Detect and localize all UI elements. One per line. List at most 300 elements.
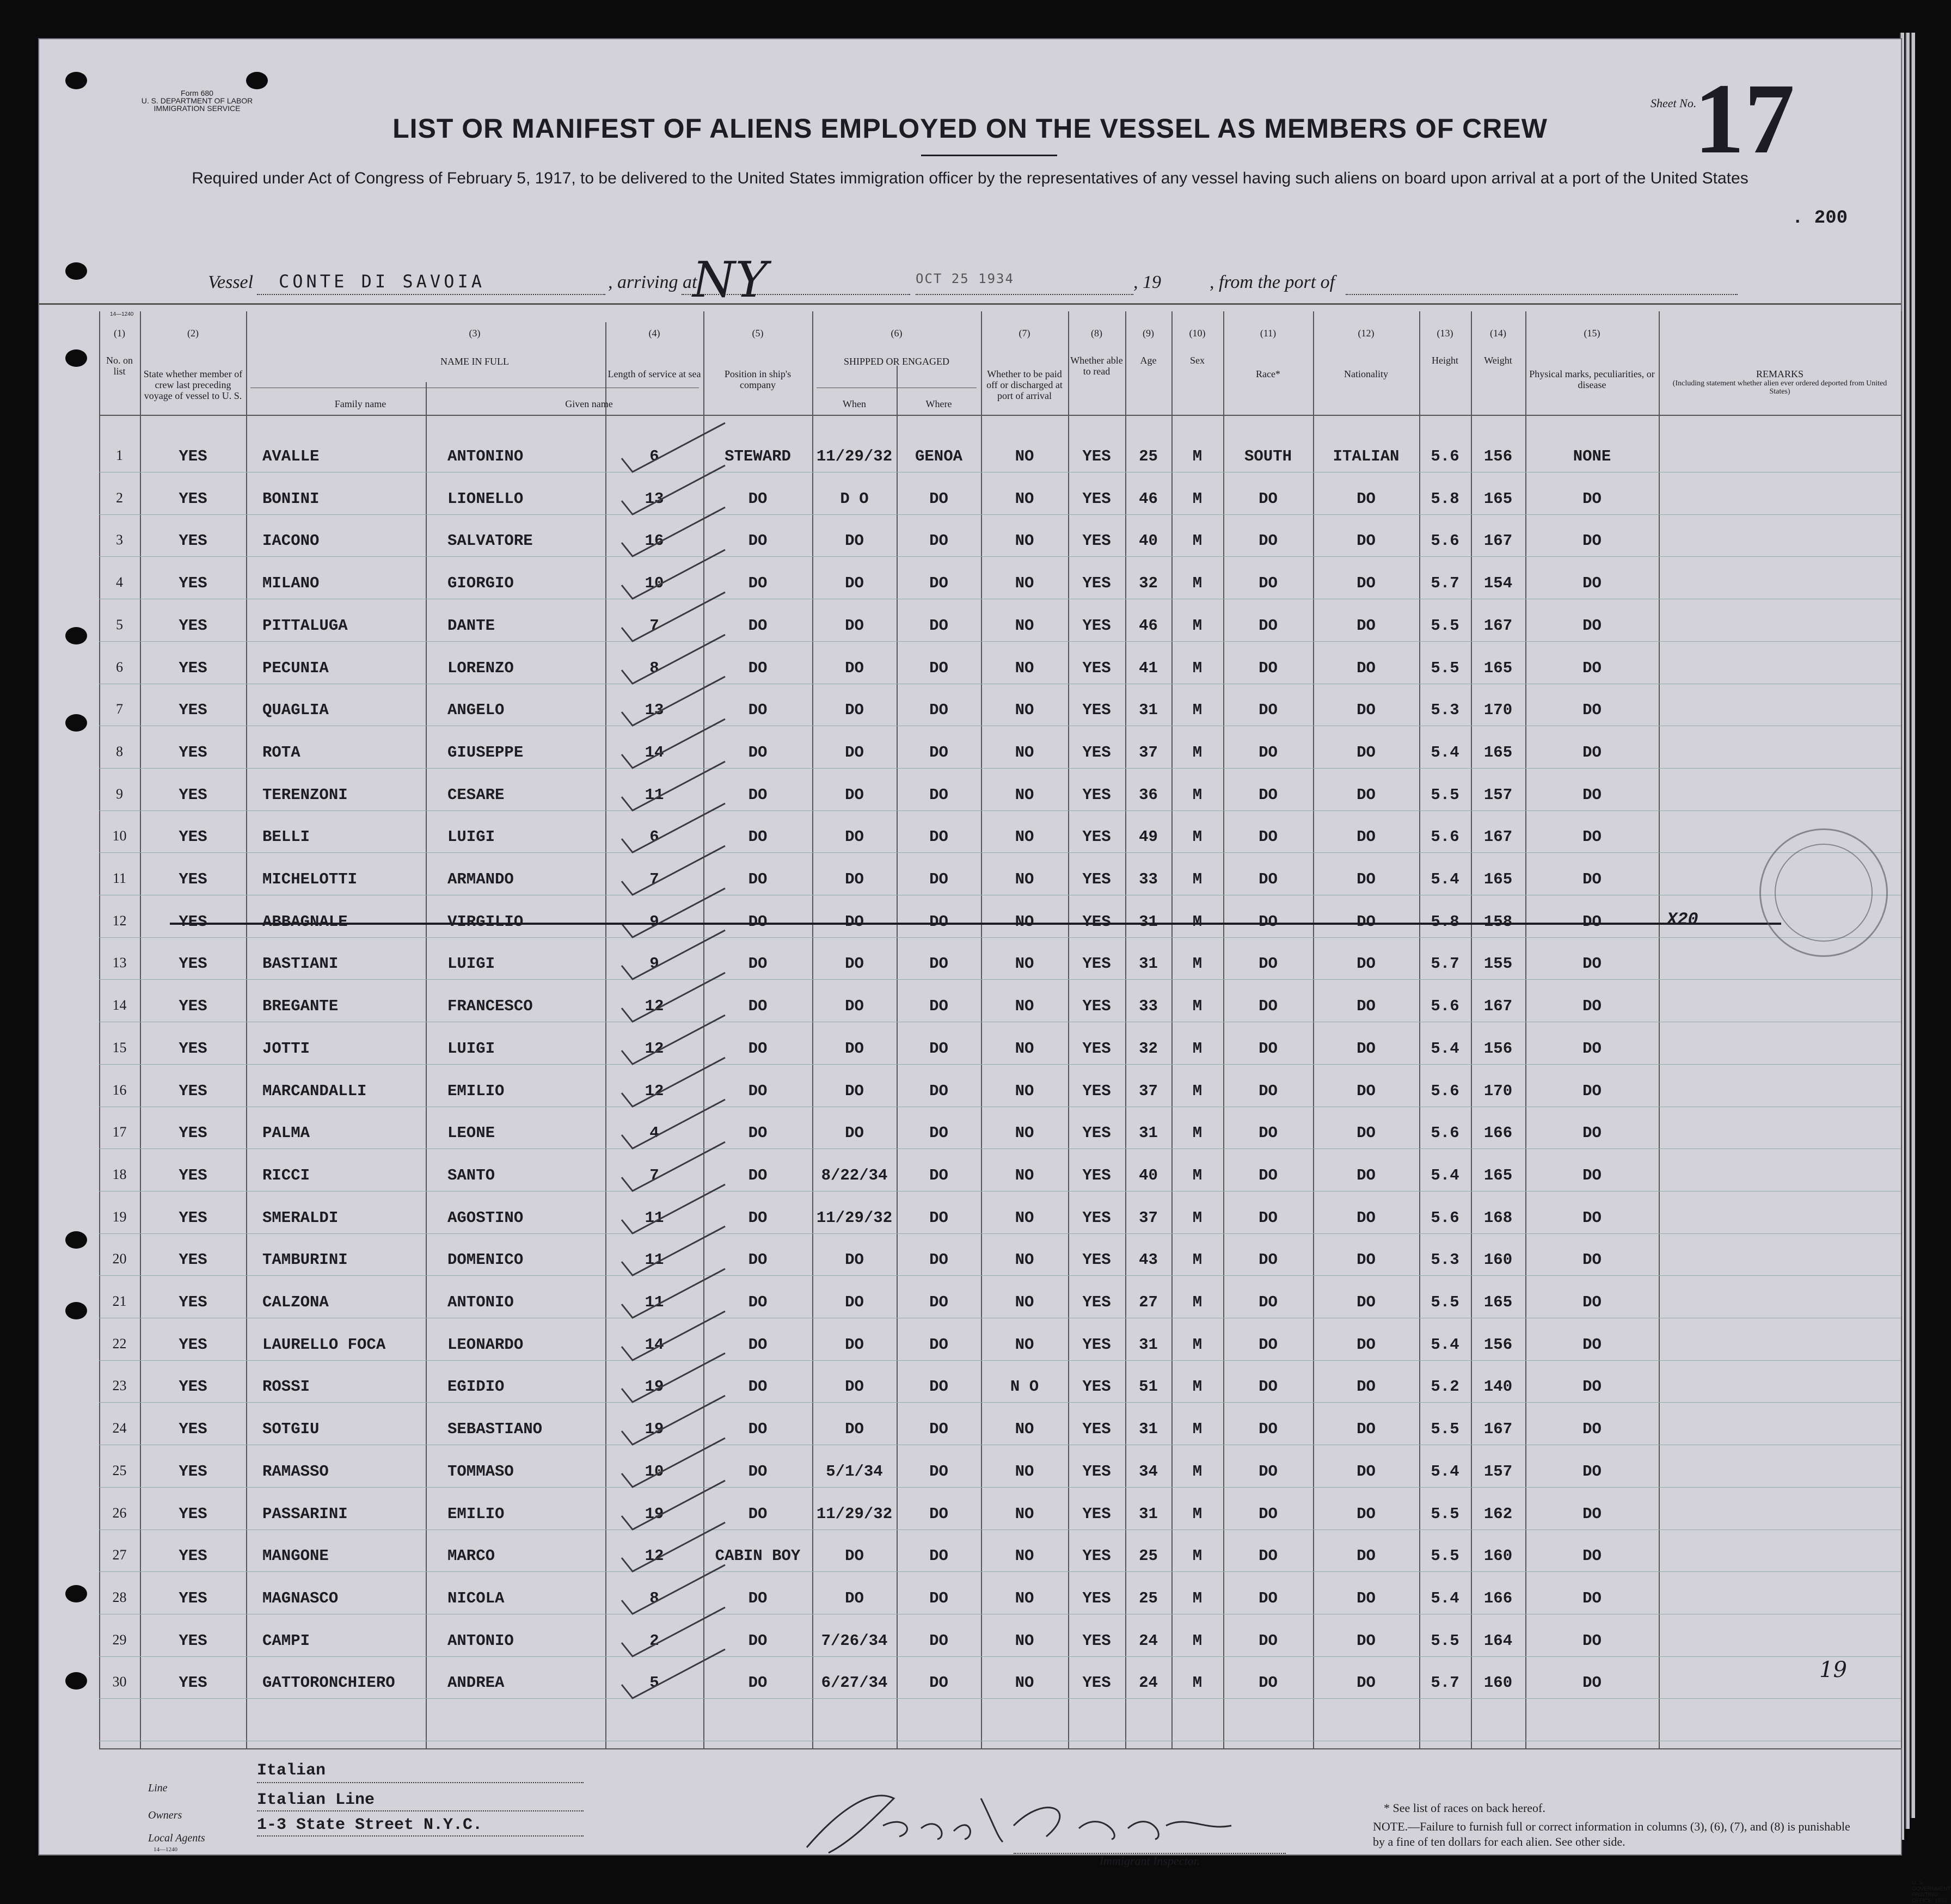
cell-nat: DO (1357, 1378, 1376, 1396)
cell-position: DO (748, 1378, 768, 1396)
cell-paid: NO (1015, 532, 1034, 550)
cell-read: YES (1082, 997, 1111, 1016)
cell-nat: DO (1357, 532, 1376, 550)
cell-marks: DO (1582, 1462, 1602, 1481)
cell-read: YES (1082, 1420, 1111, 1439)
cell-family: JOTTI (262, 1039, 310, 1058)
column-rule (1419, 311, 1420, 1748)
column-header: Position in ship's company (724, 368, 792, 390)
cell-marks: DO (1582, 1378, 1602, 1396)
cell-no: 8 (116, 743, 123, 759)
column-number: (12) (1358, 328, 1375, 339)
cell-read: YES (1082, 532, 1111, 550)
cell-position: DO (748, 997, 768, 1016)
cell-nat: DO (1357, 701, 1376, 720)
cell-marks: DO (1582, 532, 1602, 550)
cell-where: DO (929, 785, 948, 804)
cell-where: GENOA (915, 447, 962, 465)
cell-marks: DO (1582, 1547, 1602, 1565)
cell-height: 5.4 (1431, 1462, 1459, 1481)
cell-family: LAURELLO FOCA (262, 1335, 386, 1354)
cell-service: 8 (649, 1589, 659, 1607)
cell-service: 2 (649, 1631, 659, 1650)
row-rule (99, 768, 1901, 769)
cell-position: DO (748, 1124, 768, 1143)
cell-no: 23 (112, 1378, 127, 1394)
cell-where: DO (929, 1124, 948, 1143)
cell-where: DO (929, 1378, 948, 1396)
cell-position: DO (748, 1462, 768, 1481)
cell-no: 6 (116, 659, 123, 675)
cell-sex: M (1192, 1420, 1202, 1439)
cell-nat: DO (1357, 1293, 1376, 1311)
cell-nat: DO (1357, 785, 1376, 804)
cell-weight: 156 (1483, 1039, 1513, 1058)
cell-marks: DO (1582, 1631, 1602, 1650)
cell-age: 36 (1139, 785, 1158, 804)
punch-hole (65, 349, 87, 367)
cell-service: 11 (645, 1251, 664, 1269)
column-rule (1525, 311, 1526, 1748)
cell-family: BREGANTE (262, 997, 339, 1016)
cell-no: 24 (112, 1420, 127, 1436)
cell-given: LORENZO (447, 659, 514, 677)
cell-when: DO (845, 616, 864, 635)
cell-family: RICCI (262, 1166, 310, 1184)
cell-when: DO (845, 1335, 864, 1354)
row-rule (99, 641, 1901, 642)
cell-when: DO (845, 1124, 864, 1143)
cell-prev: YES (179, 659, 207, 677)
cell-height: 5.8 (1431, 912, 1459, 931)
cell-race: DO (1259, 1293, 1278, 1311)
cell-no: 7 (116, 701, 123, 717)
cell-marks: DO (1582, 997, 1602, 1016)
cell-paid: NO (1015, 997, 1034, 1016)
cell-prev: YES (179, 1674, 207, 1692)
cell-given: LUIGI (447, 1039, 495, 1058)
cell-age: 25 (1139, 447, 1158, 465)
vessel-label: Vessel (208, 272, 254, 292)
cell-where: DO (929, 955, 948, 973)
cell-family: PITTALUGA (262, 616, 348, 635)
cell-marks: DO (1582, 955, 1602, 973)
cell-read: YES (1082, 828, 1111, 846)
cell-service: 8 (649, 659, 659, 677)
cell-race: DO (1259, 701, 1278, 720)
cell-race: DO (1259, 912, 1278, 931)
cell-nat: DO (1357, 1504, 1376, 1523)
cell-service: 10 (645, 1462, 664, 1481)
cell-nat: DO (1357, 1547, 1376, 1565)
cell-height: 5.7 (1431, 574, 1459, 593)
cell-marks: DO (1582, 1208, 1602, 1227)
cell-family: GATTORONCHIERO (262, 1674, 395, 1692)
date-stamp: OCT 25 1934 (916, 271, 1014, 286)
cell-weight: 156 (1483, 447, 1513, 465)
cell-weight: 160 (1483, 1547, 1513, 1565)
cell-position: DO (748, 616, 768, 635)
cell-nat: DO (1357, 1039, 1376, 1058)
cell-position: DO (748, 1335, 768, 1354)
cell-race: DO (1259, 1589, 1278, 1607)
cell-given: ANTONIO (447, 1631, 514, 1650)
cell-sex: M (1192, 1547, 1202, 1565)
date-fill (916, 294, 1133, 295)
cell-sex: M (1192, 616, 1202, 635)
punch-hole (65, 72, 87, 89)
signature-scrawl (774, 1777, 1264, 1858)
column-header: SHIPPED OR ENGAGED (843, 356, 949, 367)
cell-weight: 158 (1483, 912, 1513, 931)
cell-paid: NO (1015, 489, 1034, 508)
cell-service: 10 (645, 574, 664, 593)
cell-weight: 164 (1483, 1631, 1513, 1650)
cell-age: 27 (1139, 1293, 1158, 1311)
cell-marks: DO (1582, 1124, 1602, 1143)
cell-prev: YES (179, 1420, 207, 1439)
punch-hole (65, 1585, 87, 1602)
cell-height: 5.5 (1431, 1547, 1459, 1565)
cell-paid: NO (1015, 955, 1034, 973)
cell-race: DO (1259, 1208, 1278, 1227)
cell-read: YES (1082, 574, 1111, 593)
cell-paid: NO (1015, 828, 1034, 846)
column-header: Length of service at sea (608, 368, 701, 379)
cell-height: 5.5 (1431, 1631, 1459, 1650)
cell-nat: DO (1357, 1208, 1376, 1227)
cell-no: 20 (112, 1251, 127, 1267)
cell-family: CALZONA (262, 1293, 329, 1311)
page-subtitle: Required under Act of Congress of February 5, 1917, to be delivered to the United States immigration officer by the representatives of any vessel having such aliens on board upon arrival at a port of the United States (192, 169, 1748, 187)
cell-no: 28 (112, 1589, 127, 1605)
cell-paid: NO (1015, 616, 1034, 635)
cell-paid: NO (1015, 1166, 1034, 1184)
cell-service: 7 (649, 616, 659, 635)
cell-given: NICOLA (447, 1589, 505, 1607)
cell-paid: NO (1015, 1251, 1034, 1269)
cell-weight: 165 (1483, 1293, 1513, 1311)
cell-when: DO (845, 1251, 864, 1269)
cell-weight: 167 (1483, 532, 1513, 550)
cell-read: YES (1082, 1504, 1111, 1523)
column-number: (4) (648, 328, 660, 339)
cell-weight: 166 (1483, 1124, 1513, 1143)
cell-position: DO (748, 1504, 768, 1523)
cell-weight: 156 (1483, 1335, 1513, 1354)
service: IMMIGRATION SERVICE (154, 104, 241, 113)
cell-prev: YES (179, 955, 207, 973)
cell-prev: YES (179, 1547, 207, 1565)
cell-read: YES (1082, 912, 1111, 931)
cell-race: DO (1259, 1166, 1278, 1184)
cell-race: DO (1259, 1039, 1278, 1058)
cell-paid: NO (1015, 659, 1034, 677)
cell-no: 22 (112, 1335, 127, 1352)
column-number: (3) (469, 328, 481, 339)
cell-age: 41 (1139, 659, 1158, 677)
cell-given: ANTONINO (447, 447, 524, 465)
cell-no: 27 (112, 1547, 127, 1563)
cell-when: 11/29/32 (816, 447, 893, 465)
cell-service: 11 (645, 1208, 664, 1227)
cell-nat: DO (1357, 743, 1376, 761)
cell-service: 7 (649, 870, 659, 888)
cell-height: 5.4 (1431, 1335, 1459, 1354)
row-rule (99, 514, 1901, 515)
cell-where: DO (929, 870, 948, 888)
vessel-fill (257, 294, 605, 295)
row-rule (99, 1148, 1901, 1149)
column-header: Height (1432, 355, 1458, 366)
cell-read: YES (1082, 659, 1111, 677)
cell-marks: DO (1582, 574, 1602, 593)
cell-weight: 165 (1483, 659, 1513, 677)
year-label: , 19 (1133, 272, 1161, 292)
cell-no: 4 (116, 574, 123, 591)
cell-marks: DO (1582, 489, 1602, 508)
cell-sex: M (1192, 489, 1202, 508)
cell-paid: NO (1015, 1082, 1034, 1100)
remarks-mark: 19 (1819, 1657, 1847, 1683)
cell-sex: M (1192, 1504, 1202, 1523)
cell-given: EGIDIO (447, 1378, 505, 1396)
cell-read: YES (1082, 1039, 1111, 1058)
cell-marks: NONE (1573, 447, 1611, 465)
cell-position: CABIN BOY (715, 1547, 801, 1565)
cell-weight: 162 (1483, 1504, 1513, 1523)
cell-race: DO (1259, 1335, 1278, 1354)
cell-family: PECUNIA (262, 659, 329, 677)
cell-service: 14 (645, 743, 664, 761)
cell-where: DO (929, 701, 948, 720)
column-number: (11) (1260, 328, 1277, 339)
cell-height: 5.5 (1431, 659, 1459, 677)
cell-given: TOMMASO (447, 1462, 514, 1481)
cell-age: 37 (1139, 743, 1158, 761)
column-header: Weight (1484, 355, 1512, 366)
column-number: (2) (187, 328, 199, 339)
cell-family: ABBAGNALE (262, 912, 348, 931)
cell-age: 24 (1139, 1631, 1158, 1650)
column-number: (14) (1490, 328, 1506, 339)
cell-height: 5.8 (1431, 489, 1459, 508)
cell-nat: DO (1357, 1251, 1376, 1269)
cell-age: 37 (1139, 1208, 1158, 1227)
cell-paid: NO (1015, 743, 1034, 761)
cell-prev: YES (179, 1208, 207, 1227)
row-rule (99, 1402, 1901, 1403)
cell-age: 31 (1139, 1335, 1158, 1354)
column-subheader: Family name (334, 398, 386, 409)
cell-position: DO (748, 574, 768, 593)
cell-sex: M (1192, 447, 1202, 465)
cell-family: ROTA (262, 743, 300, 761)
cell-service: 12 (645, 997, 664, 1016)
column-rule (426, 382, 427, 1748)
cell-height: 5.6 (1431, 1082, 1459, 1100)
column-number: (6) (891, 328, 903, 339)
row-rule (99, 556, 1901, 557)
cell-nat: DO (1357, 616, 1376, 635)
cell-where: DO (929, 489, 948, 508)
cell-when: 11/29/32 (816, 1208, 893, 1227)
column-subheader: Given name (565, 398, 613, 409)
cell-service: 19 (645, 1378, 664, 1396)
cell-given: GIORGIO (447, 574, 514, 593)
column-number: (8) (1091, 328, 1102, 339)
column-header: REMARKS (1756, 368, 1804, 379)
cell-height: 5.3 (1431, 701, 1459, 720)
cell-nat: DO (1357, 955, 1376, 973)
cell-family: ROSSI (262, 1378, 310, 1396)
cell-nat: DO (1357, 1335, 1376, 1354)
cell-age: 32 (1139, 574, 1158, 593)
cell-marks: DO (1582, 616, 1602, 635)
cell-where: DO (929, 912, 948, 931)
cell-weight: 140 (1483, 1378, 1513, 1396)
cell-position: DO (748, 955, 768, 973)
cell-race: DO (1259, 870, 1278, 888)
cell-nat: DO (1357, 1674, 1376, 1692)
check-stroke (622, 1649, 725, 1698)
header-bottom-rule (99, 415, 1901, 416)
cell-nat: DO (1357, 659, 1376, 677)
cell-weight: 167 (1483, 997, 1513, 1016)
cell-prev: YES (179, 574, 207, 593)
cell-where: DO (929, 616, 948, 635)
cell-read: YES (1082, 1082, 1111, 1100)
arriving-fill (682, 294, 910, 295)
cell-where: DO (929, 1462, 948, 1481)
cell-marks: DO (1582, 743, 1602, 761)
cell-where: DO (929, 1166, 948, 1184)
cell-weight: 166 (1483, 1589, 1513, 1607)
column-header: Age (1140, 355, 1157, 366)
cell-sex: M (1192, 955, 1202, 973)
cell-paid: NO (1015, 1208, 1034, 1227)
cell-given: ANGELO (447, 701, 505, 720)
cell-given: FRANCESCO (447, 997, 533, 1016)
cell-service: 19 (645, 1420, 664, 1439)
cell-when: D O (840, 489, 869, 508)
cell-when: DO (845, 828, 864, 846)
cell-sex: M (1192, 1293, 1202, 1311)
cell-when: 11/29/32 (816, 1504, 893, 1523)
cell-read: YES (1082, 1547, 1111, 1565)
cell-read: YES (1082, 1674, 1111, 1692)
races-note: * See list of races on back hereof. (1384, 1801, 1545, 1815)
cell-height: 5.5 (1431, 1504, 1459, 1523)
cell-sex: M (1192, 1335, 1202, 1354)
cell-height: 5.6 (1431, 532, 1459, 550)
cell-no: 9 (116, 785, 123, 802)
cell-sex: M (1192, 1039, 1202, 1058)
cell-paid: NO (1015, 1504, 1034, 1523)
cell-sex: M (1192, 1082, 1202, 1100)
cell-family: MILANO (262, 574, 320, 593)
row-rule (99, 1064, 1901, 1065)
cell-service: 7 (649, 1166, 659, 1184)
cell-read: YES (1082, 785, 1111, 804)
cell-when: DO (845, 574, 864, 593)
cell-when: DO (845, 1589, 864, 1607)
cell-family: SMERALDI (262, 1208, 339, 1227)
cell-marks: DO (1582, 912, 1602, 931)
cell-nat: ITALIAN (1333, 447, 1400, 465)
cell-paid: NO (1015, 785, 1034, 804)
cell-age: 32 (1139, 1039, 1158, 1058)
cell-read: YES (1082, 955, 1111, 973)
cell-service: 16 (645, 532, 664, 550)
cell-age: 46 (1139, 489, 1158, 508)
cell-marks: DO (1582, 828, 1602, 846)
cell-read: YES (1082, 701, 1111, 720)
cell-when: 5/1/34 (826, 1462, 883, 1481)
cell-position: DO (748, 1293, 768, 1311)
cell-sex: M (1192, 1251, 1202, 1269)
cell-position: DO (748, 1082, 768, 1100)
cell-marks: DO (1582, 870, 1602, 888)
cell-position: DO (748, 912, 768, 931)
column-subheader: Where (925, 398, 952, 409)
cell-age: 31 (1139, 701, 1158, 720)
column-number: (9) (1143, 328, 1154, 339)
cell-read: YES (1082, 616, 1111, 635)
cell-weight: 167 (1483, 616, 1513, 635)
from-label: , from the port of (1210, 272, 1335, 292)
cell-paid: NO (1015, 1462, 1034, 1481)
cell-when: DO (845, 1039, 864, 1058)
column-rule (812, 311, 813, 1748)
cell-read: YES (1082, 1589, 1111, 1607)
cell-race: DO (1259, 1082, 1278, 1100)
cell-when: 7/26/34 (821, 1631, 888, 1650)
cell-prev: YES (179, 743, 207, 761)
cell-nat: DO (1357, 1631, 1376, 1650)
cell-service: 11 (645, 1293, 664, 1311)
cell-sex: M (1192, 997, 1202, 1016)
cell-family: BELLI (262, 828, 310, 846)
cell-when: DO (845, 955, 864, 973)
cell-position: DO (748, 828, 768, 846)
column-rule (1223, 311, 1224, 1748)
row-rule (99, 1275, 1901, 1276)
cell-family: AVALLE (262, 447, 320, 465)
inspector-signature (774, 1777, 1264, 1858)
owners-fill (257, 1810, 584, 1811)
cell-service: 19 (645, 1504, 664, 1523)
cell-race: DO (1259, 1251, 1278, 1269)
cell-read: YES (1082, 1124, 1111, 1143)
cell-where: DO (929, 1589, 948, 1607)
cell-paid: NO (1015, 1631, 1034, 1650)
row-rule (99, 852, 1901, 853)
cell-prev: YES (179, 1082, 207, 1100)
sheet-side-mark: . 200 (1792, 208, 1848, 229)
cell-family: BONINI (262, 489, 320, 508)
arriving-label: , arriving at (608, 272, 697, 292)
owners-label: Owners (148, 1809, 182, 1821)
cell-sex: M (1192, 1462, 1202, 1481)
cell-marks: DO (1582, 1504, 1602, 1523)
cell-prev: YES (179, 1251, 207, 1269)
cell-prev: YES (179, 1293, 207, 1311)
cell-where: DO (929, 1547, 948, 1565)
vessel-line (39, 251, 1901, 309)
cell-paid: NO (1015, 1039, 1034, 1058)
cell-where: DO (929, 743, 948, 761)
